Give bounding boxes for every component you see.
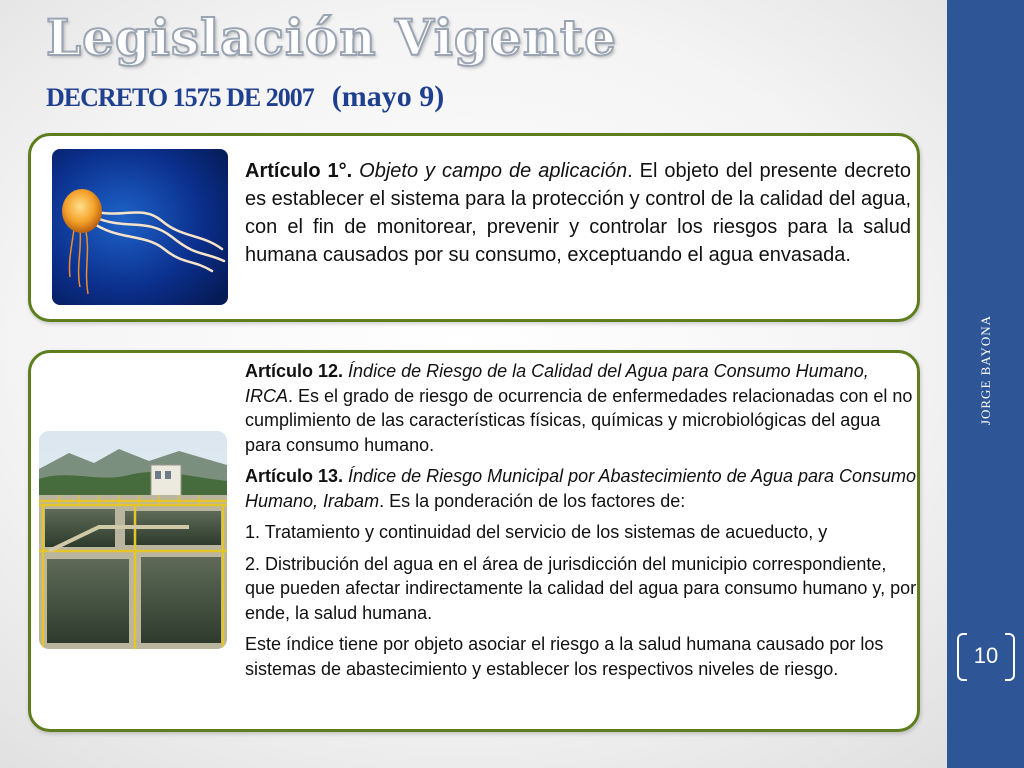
article-12-body: . Es el grado de riesgo de ocurrencia de enfermedades relacionadas con el no cumplimiento de las características físicas, químicas y microbiológicas del agua para consumo humano. [245,385,913,455]
article-13-title: Índice de Riesgo Municipal por Abastecimiento de Agua para Consumo Humano, Irabam [245,466,917,511]
article-1-text [245,157,911,269]
left-bracket-icon [957,633,967,681]
article-12-title: Índice de Riesgo de la Calidad del Agua para Consumo Humano, IRCA [245,361,869,406]
article-13-label: Artículo 13. [245,466,344,486]
slide-title: Legislación Vigente [46,8,617,67]
article-1-body: . El objeto del presente decreto es establecer el sistema para la protección y control de la calidad del agua, con el fin de monitorear, prevenir y controlar los riesgos para la salud humana causados por su consumo, exceptuando el agua envasada. [245,160,912,266]
article-13-body: . Es la ponderación de los factores de: [379,490,686,511]
article-1-label: Artículo 1°. [245,160,353,182]
right-bracket-icon [1005,633,1015,681]
article-1-panel [28,133,920,322]
jellyfish-photo [52,149,228,305]
water-treatment-plant-photo [39,431,227,649]
article-13-paragraph [245,464,917,513]
decree-date: (mayo 9) [331,80,445,113]
article-1-title: Objeto y campo de aplicación [359,160,628,182]
page-number-badge [955,631,1017,681]
page-number: 10 [973,643,999,668]
decree-label: DECRETO 1575 DE 2007 [46,83,314,112]
slide-subtitle [46,80,444,114]
author-name: JORGE BAYONA [978,314,993,426]
closing-paragraph: Este índice tiene por objeto asociar el riesgo a la salud humana causado por los sistemas de abastecimiento y establecer los respectivos niveles de riesgo. [245,634,884,679]
article-12-paragraph [245,359,917,457]
factor-1: 1. Tratamiento y continuidad del servicio de los sistemas de acueducto, y [245,522,828,542]
articles-12-13-text [245,359,917,688]
article-12-label: Artículo 12. [245,361,344,381]
factor-2: 2. Distribución del agua en el área de jurisdicción del municipio correspondiente, que pueden afectar indirectamente la calidad del agua para consumo humano y, por ende, la salud humana. [245,553,917,623]
articles-12-13-panel [28,350,920,732]
